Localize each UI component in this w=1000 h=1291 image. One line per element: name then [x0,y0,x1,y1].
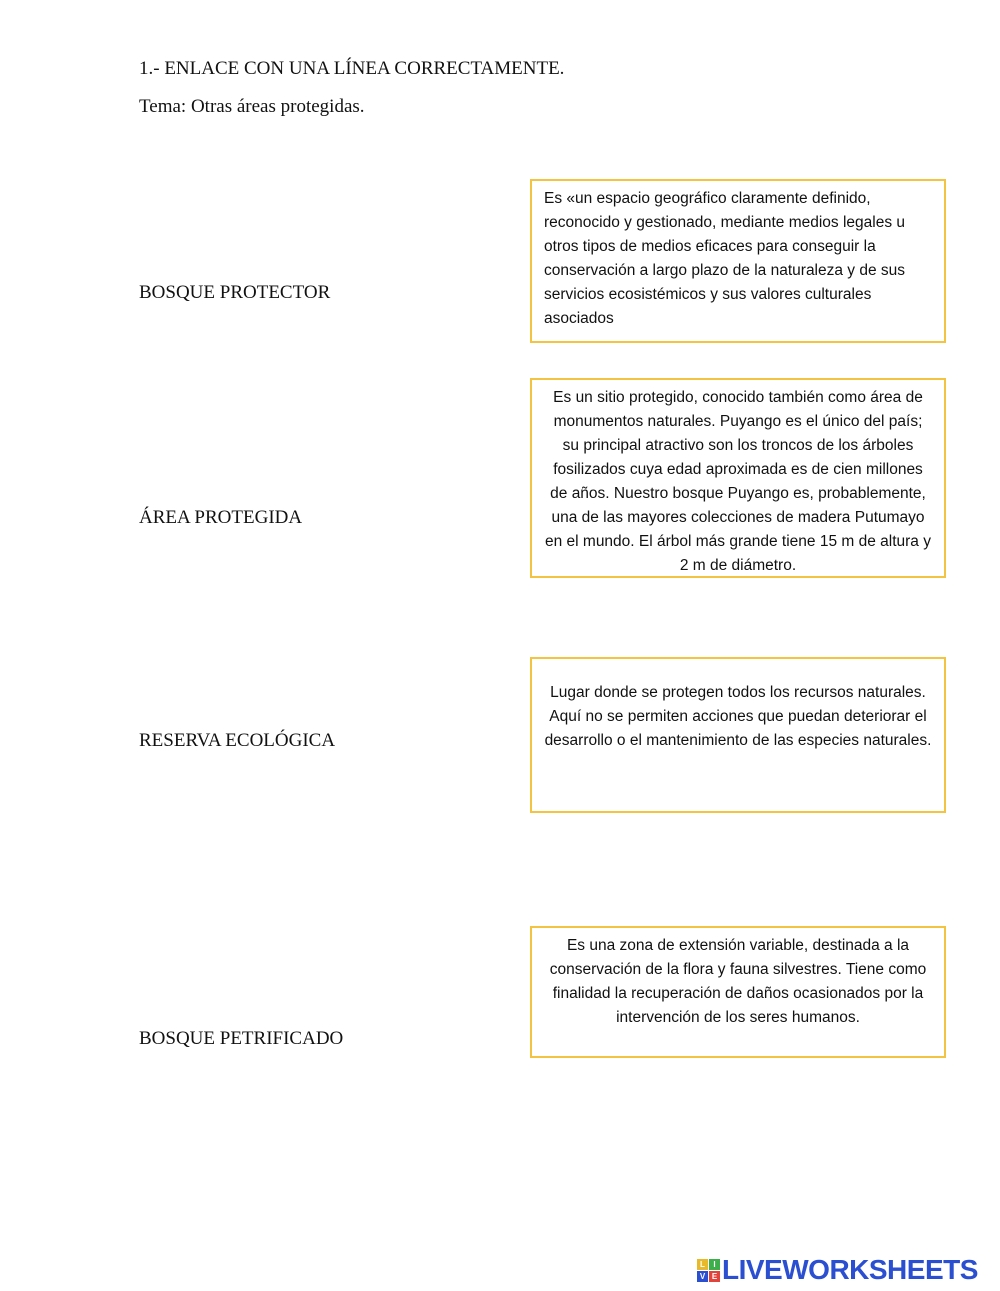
logo-block-v: V [697,1271,708,1282]
term-bosque-petrificado[interactable]: BOSQUE PETRIFICADO [139,1028,344,1049]
logo-block-i: I [709,1259,720,1270]
definition-box-1[interactable]: Es «un espacio geográfico claramente definido, reconocido y gestionado, mediante medios legales u otros tipos de medios eficaces para conseguir la conservación a largo plazo de la naturaleza y de sus servicios ecosistémicos y sus valores culturales asociados [530,179,946,343]
instruction-heading: 1.- ENLACE CON UNA LÍNEA CORRECTAMENTE. [139,58,565,79]
term-bosque-protector[interactable]: BOSQUE PROTECTOR [139,282,331,303]
definition-box-4[interactable]: Es una zona de extensión variable, destinada a la conservación de la flora y fauna silvestres. Tiene como finalidad la recuperación de daños ocasionados por la intervención de los seres humanos. [530,926,946,1058]
topic-heading: Tema: Otras áreas protegidas. [139,96,365,117]
liveworksheets-logo [697,1254,978,1286]
definition-box-2[interactable]: Es un sitio protegido, conocido también como área de monumentos naturales. Puyango es el único del país; su principal atractivo son los troncos de los árboles fosilizados cuya edad aproximada es de cien millones de años. Nuestro bosque Puyango es, probablemente, una de las mayores colecciones de madera Putumayo en el mundo. El árbol más grande tiene 15 m de altura y 2 m de diámetro. [530,378,946,578]
logo-block-e: E [709,1271,720,1282]
term-reserva-ecologica[interactable]: RESERVA ECOLÓGICA [139,730,336,751]
logo-block-l: L [697,1259,708,1270]
definition-box-3[interactable]: Lugar donde se protegen todos los recursos naturales. Aquí no se permiten acciones que puedan deteriorar el desarrollo o el mantenimiento de las especies naturales. [530,657,946,813]
logo-blocks-icon [697,1259,720,1282]
logo-text: LIVEWORKSHEETS [722,1254,978,1285]
term-area-protegida[interactable]: ÁREA PROTEGIDA [139,507,303,528]
